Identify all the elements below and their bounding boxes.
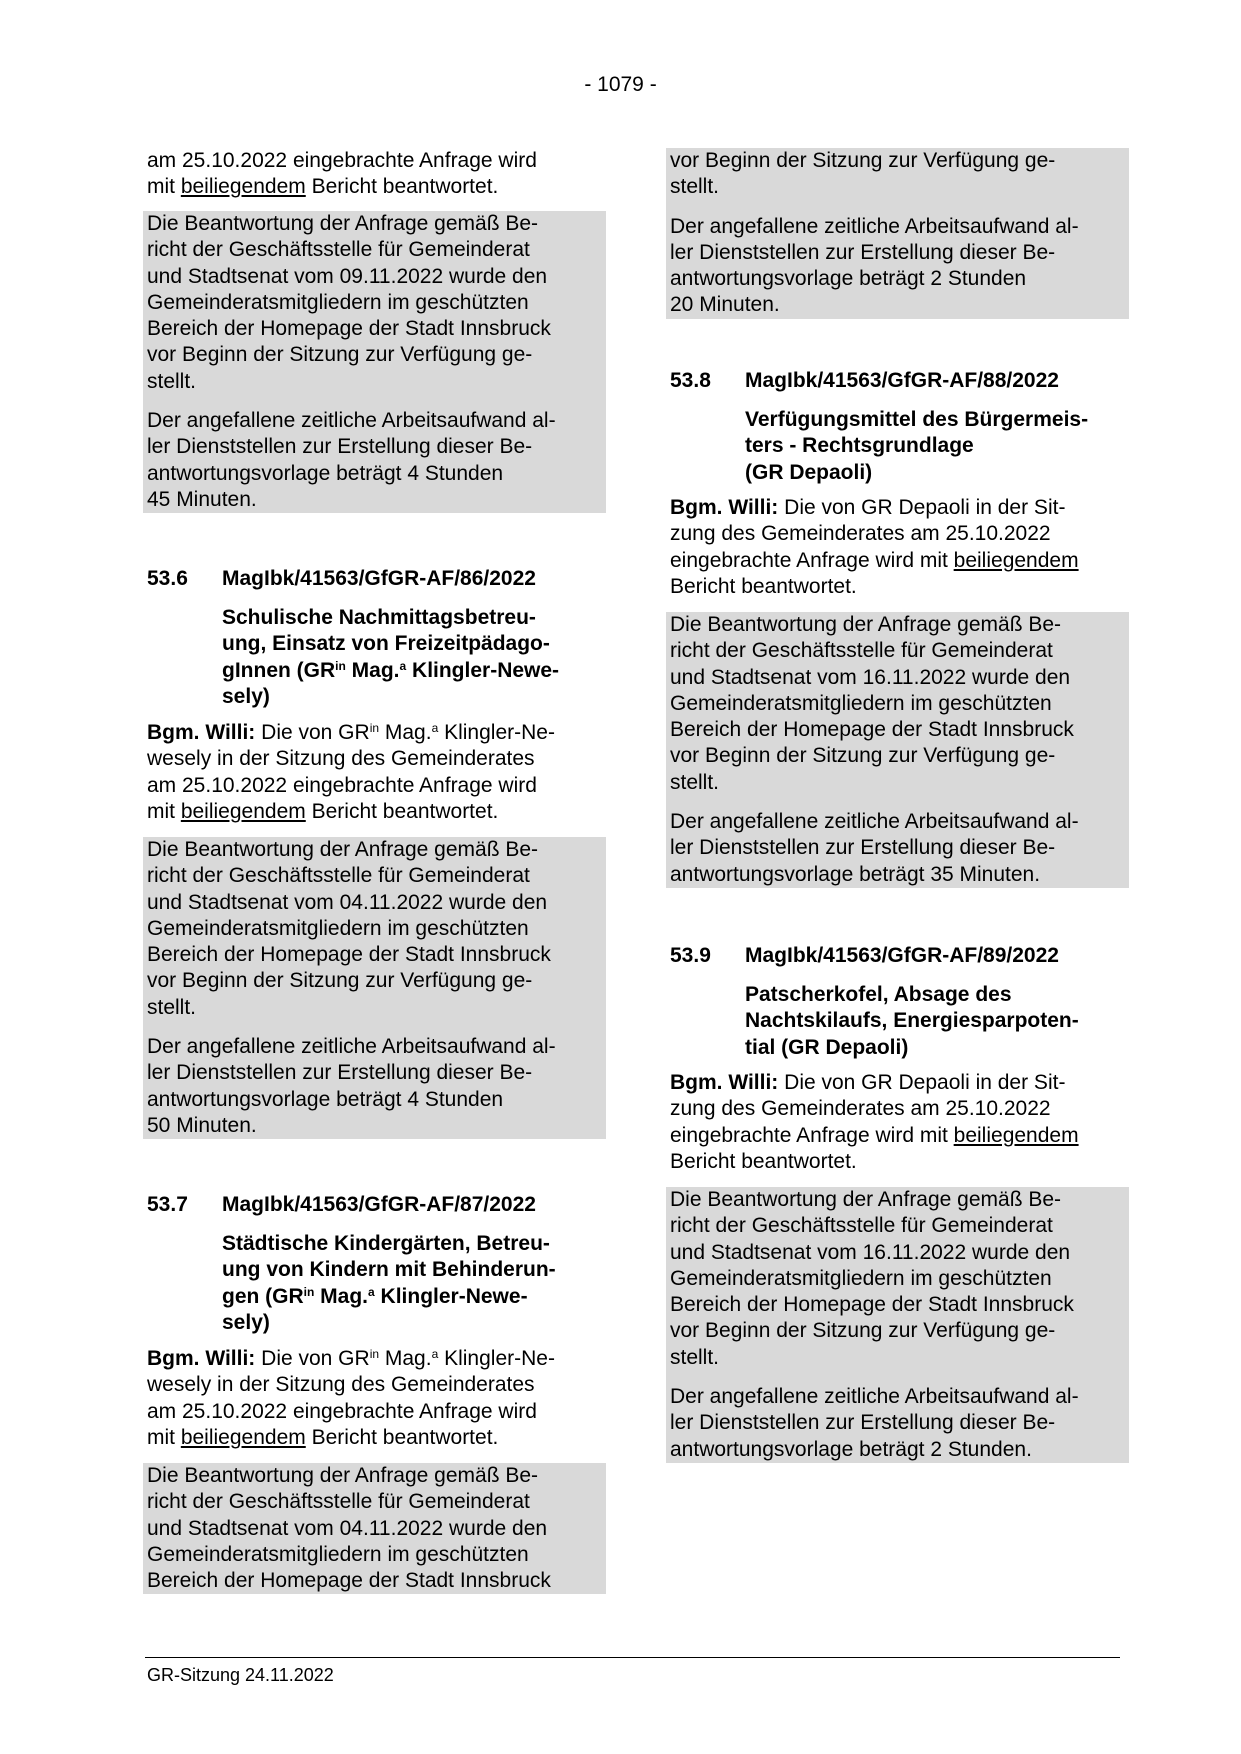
superscript: in <box>369 1347 380 1361</box>
text-line: ler Dienststellen zur Erstellung dieser Be- <box>670 836 1056 860</box>
text-run: mit <box>147 799 181 823</box>
section-number: 53.7 <box>147 1193 188 1216</box>
title-line: Nachtskilaufs, Energiesparpoten- <box>745 1009 1079 1033</box>
text-run: gen (GR <box>222 1284 304 1308</box>
text-line <box>147 174 602 200</box>
section-title-53-9 <box>745 982 1125 1061</box>
text-line <box>147 1425 602 1451</box>
text-line: ler Dienststellen zur Erstellung dieser Be- <box>147 1061 533 1085</box>
grey-box-53-8 <box>666 612 1129 888</box>
section-number: 53.6 <box>147 567 188 590</box>
text-run: Klingler-Newe- <box>374 1284 528 1308</box>
grey-paragraph-2 <box>670 1384 1125 1463</box>
title-line <box>222 1284 602 1310</box>
left-top-paragraph <box>147 148 602 201</box>
section-number: 53.9 <box>670 944 711 967</box>
text-line: am 25.10.2022 eingebrachte Anfrage wird <box>147 1399 537 1423</box>
text-line: richt der Geschäftsstelle für Gemeinderat <box>670 1214 1053 1238</box>
speaker-label: Bgm. Willi: <box>670 496 779 519</box>
grey-paragraph-1 <box>670 612 1125 796</box>
text-line: stellt. <box>147 369 197 393</box>
text-line <box>147 799 602 825</box>
section-reference: MagIbk/41563/GfGR-AF/86/2022 <box>222 567 536 590</box>
text-run: Klingler-Ne- <box>438 721 555 744</box>
text-line: ler Dienststellen zur Erstellung dieser Be- <box>670 1411 1056 1435</box>
text-line: vor Beginn der Sitzung zur Verfügung ge- <box>670 149 1056 172</box>
right-top-grey-box <box>666 148 1129 319</box>
text-run: Die von GR Depaoli in der Sit- <box>778 1071 1066 1094</box>
text-line: Gemeinderatsmitgliedern im geschützten <box>147 290 529 314</box>
text-line: Bericht beantwortet. <box>670 574 857 598</box>
text-line: und Stadtsenat vom 09.11.2022 wurde den <box>147 264 548 288</box>
text-line: vor Beginn der Sitzung zur Verfügung ge- <box>670 1319 1056 1343</box>
text-run: Klingler-Newe- <box>406 658 560 682</box>
text-line: Die Beantwortung der Anfrage gemäß Be- <box>670 613 1062 636</box>
title-line: sely) <box>222 1310 270 1334</box>
text-line <box>670 1070 1125 1096</box>
text-line <box>670 548 1125 574</box>
text-line: antwortungsvorlage beträgt 4 Stunden <box>147 461 504 485</box>
text-line: stellt. <box>670 770 720 794</box>
grey-paragraph-1 <box>147 211 602 395</box>
right-column <box>670 148 1125 1608</box>
underlined-word: beiliegendem <box>180 175 306 199</box>
left-column <box>147 148 602 1608</box>
left-top-grey-box <box>143 211 606 513</box>
text-line: 20 Minuten. <box>670 293 780 317</box>
text-line: vor Beginn der Sitzung zur Verfügung ge- <box>147 969 533 993</box>
superscript: in <box>335 658 346 673</box>
speaker-label: Bgm. Willi: <box>147 721 256 744</box>
title-line: Verfügungsmittel des Bürgermeis- <box>745 408 1089 431</box>
text-line: wesely in der Sitzung des Gemeinderates <box>147 1373 535 1397</box>
title-line: Schulische Nachmittagsbetreu- <box>222 606 536 629</box>
footer-text: GR-Sitzung 24.11.2022 <box>147 1665 334 1685</box>
text-line: Die Beantwortung der Anfrage gemäß Be- <box>147 212 539 235</box>
page-number: - 1079 - <box>584 73 657 96</box>
text-line: Bereich der Homepage der Stadt Innsbruck <box>147 943 551 967</box>
speaker-label: Bgm. Willi: <box>147 1347 256 1370</box>
title-line <box>222 658 602 684</box>
grey-paragraph-1 <box>147 1463 602 1594</box>
section-title-53-6 <box>222 605 602 710</box>
text-line: Der angefallene zeitliche Arbeitsaufwand al- <box>670 810 1079 834</box>
text-line: Der angefallene zeitliche Arbeitsaufwand al- <box>670 214 1079 238</box>
superscript: a <box>399 658 407 673</box>
grey-paragraph-2 <box>670 214 1125 319</box>
section-reference: MagIbk/41563/GfGR-AF/88/2022 <box>745 369 1059 392</box>
underlined-word: beiliegendem <box>180 1425 306 1449</box>
text-line: Gemeinderatsmitgliedern im geschützten <box>147 1542 529 1566</box>
text-run: Mag. <box>379 721 432 744</box>
text-line <box>670 1123 1125 1149</box>
text-line: Bericht beantwortet. <box>670 1149 857 1173</box>
text-run: Bericht beantwortet. <box>305 175 499 199</box>
grey-box-53-7 <box>143 1463 606 1594</box>
superscript: a <box>431 721 439 735</box>
text-line: Der angefallene zeitliche Arbeitsaufwand al- <box>670 1385 1079 1409</box>
underlined-word: beiliegendem <box>953 548 1079 572</box>
text-line: Die Beantwortung der Anfrage gemäß Be- <box>670 1188 1062 1211</box>
underlined-word: beiliegendem <box>180 799 306 823</box>
text-line: Der angefallene zeitliche Arbeitsaufwand al- <box>147 1035 556 1059</box>
text-line: vor Beginn der Sitzung zur Verfügung ge- <box>670 744 1056 768</box>
text-run: Bericht beantwortet. <box>305 1425 499 1449</box>
text-line: antwortungsvorlage beträgt 35 Minuten. <box>670 862 1041 886</box>
grey-paragraph-1 <box>670 1187 1125 1371</box>
text-run: Mag. <box>314 1284 369 1308</box>
text-line: Gemeinderatsmitgliedern im geschützten <box>670 1266 1052 1290</box>
statement-53-8 <box>670 495 1125 600</box>
grey-paragraph-2 <box>670 809 1125 888</box>
text-line: und Stadtsenat vom 04.11.2022 wurde den <box>147 1516 548 1540</box>
text-line: Gemeinderatsmitgliedern im geschützten <box>670 691 1052 715</box>
text-line: stellt. <box>670 1345 720 1369</box>
text-line: richt der Geschäftsstelle für Gemeinderat <box>147 238 530 262</box>
text-run: Die von GR Depaoli in der Sit- <box>778 496 1066 519</box>
text-line: richt der Geschäftsstelle für Gemeinderat <box>147 864 530 888</box>
text-line: Bereich der Homepage der Stadt Innsbruck <box>147 1569 551 1593</box>
underlined-word: beiliegendem <box>953 1123 1079 1147</box>
text-line: Bereich der Homepage der Stadt Innsbruck <box>670 718 1074 742</box>
text-line: richt der Geschäftsstelle für Gemeinderat <box>147 1490 530 1514</box>
text-line: und Stadtsenat vom 16.11.2022 wurde den <box>670 1240 1071 1264</box>
statement-53-9 <box>670 1070 1125 1175</box>
title-line: sely) <box>222 684 270 708</box>
grey-paragraph-2 <box>147 1034 602 1139</box>
text-line: Bereich der Homepage der Stadt Innsbruck <box>670 1293 1074 1317</box>
text-line: stellt. <box>147 995 197 1019</box>
text-line: am 25.10.2022 eingebrachte Anfrage wird <box>147 773 537 797</box>
text-line: Die Beantwortung der Anfrage gemäß Be- <box>147 838 539 861</box>
text-line: zung des Gemeinderates am 25.10.2022 <box>670 1097 1051 1121</box>
text-line: antwortungsvorlage beträgt 2 Stunden. <box>670 1437 1032 1461</box>
text-line: ler Dienststellen zur Erstellung dieser Be- <box>670 240 1056 264</box>
grey-paragraph-1 <box>670 148 1125 201</box>
text-run: eingebrachte Anfrage wird mit <box>670 1123 954 1147</box>
text-line: Die Beantwortung der Anfrage gemäß Be- <box>147 1464 539 1487</box>
text-line <box>147 1346 602 1372</box>
superscript: in <box>303 1284 315 1299</box>
footer-divider <box>145 1657 1120 1658</box>
text-run: gInnen (GR <box>222 658 336 682</box>
text-line: und Stadtsenat vom 04.11.2022 wurde den <box>147 890 548 914</box>
text-line: antwortungsvorlage beträgt 4 Stunden <box>147 1087 504 1111</box>
text-run: mit <box>147 1425 181 1449</box>
text-line: und Stadtsenat vom 16.11.2022 wurde den <box>670 665 1071 689</box>
speaker-label: Bgm. Willi: <box>670 1071 779 1094</box>
superscript: in <box>369 721 380 735</box>
title-line: ters - Rechtsgrundlage <box>745 434 974 458</box>
text-run: Bericht beantwortet. <box>305 799 499 823</box>
section-title-53-8 <box>745 407 1125 486</box>
title-line: Patscherkofel, Absage des <box>745 983 1012 1006</box>
text-line <box>670 495 1125 521</box>
title-line: Städtische Kindergärten, Betreu- <box>222 1232 550 1255</box>
title-line: ung von Kindern mit Behinderun- <box>222 1258 556 1282</box>
grey-paragraph-1 <box>147 837 602 1021</box>
text-line: stellt. <box>670 175 720 199</box>
section-title-53-7 <box>222 1231 602 1336</box>
text-line: zung des Gemeinderates am 25.10.2022 <box>670 522 1051 546</box>
superscript: a <box>368 1284 375 1299</box>
text-run: Mag. <box>379 1347 432 1370</box>
section-reference: MagIbk/41563/GfGR-AF/89/2022 <box>745 944 1059 967</box>
text-line: 45 Minuten. <box>147 487 257 511</box>
title-line: (GR Depaoli) <box>745 460 873 484</box>
section-reference: MagIbk/41563/GfGR-AF/87/2022 <box>222 1193 536 1216</box>
text-line: am 25.10.2022 eingebrachte Anfrage wird <box>147 149 537 172</box>
text-line: Der angefallene zeitliche Arbeitsaufwand al- <box>147 409 556 433</box>
statement-53-6 <box>147 720 602 825</box>
text-line: Bereich der Homepage der Stadt Innsbruck <box>147 317 551 341</box>
title-line: ung, Einsatz von Freizeitpädago- <box>222 632 550 656</box>
text-line <box>147 720 602 746</box>
text-run: Mag. <box>345 658 400 682</box>
text-run: eingebrachte Anfrage wird mit <box>670 548 954 572</box>
title-line: tial (GR Depaoli) <box>745 1035 909 1059</box>
text-run: mit <box>147 175 181 199</box>
statement-53-7 <box>147 1346 602 1451</box>
grey-paragraph-2 <box>147 408 602 513</box>
text-line: vor Beginn der Sitzung zur Verfügung ge- <box>147 343 533 367</box>
section-number: 53.8 <box>670 369 711 392</box>
grey-box-53-6 <box>143 837 606 1139</box>
text-run: Die von GR <box>255 721 370 744</box>
grey-box-53-9 <box>666 1187 1129 1463</box>
text-line: wesely in der Sitzung des Gemeinderates <box>147 747 535 771</box>
text-line: ler Dienststellen zur Erstellung dieser Be- <box>147 435 533 459</box>
text-line: 50 Minuten. <box>147 1113 257 1137</box>
text-line: antwortungsvorlage beträgt 2 Stunden <box>670 267 1027 291</box>
text-run: Klingler-Ne- <box>438 1347 555 1370</box>
text-line: Gemeinderatsmitgliedern im geschützten <box>147 916 529 940</box>
text-line: richt der Geschäftsstelle für Gemeinderat <box>670 639 1053 663</box>
superscript: a <box>431 1347 439 1361</box>
text-run: Die von GR <box>255 1347 370 1370</box>
